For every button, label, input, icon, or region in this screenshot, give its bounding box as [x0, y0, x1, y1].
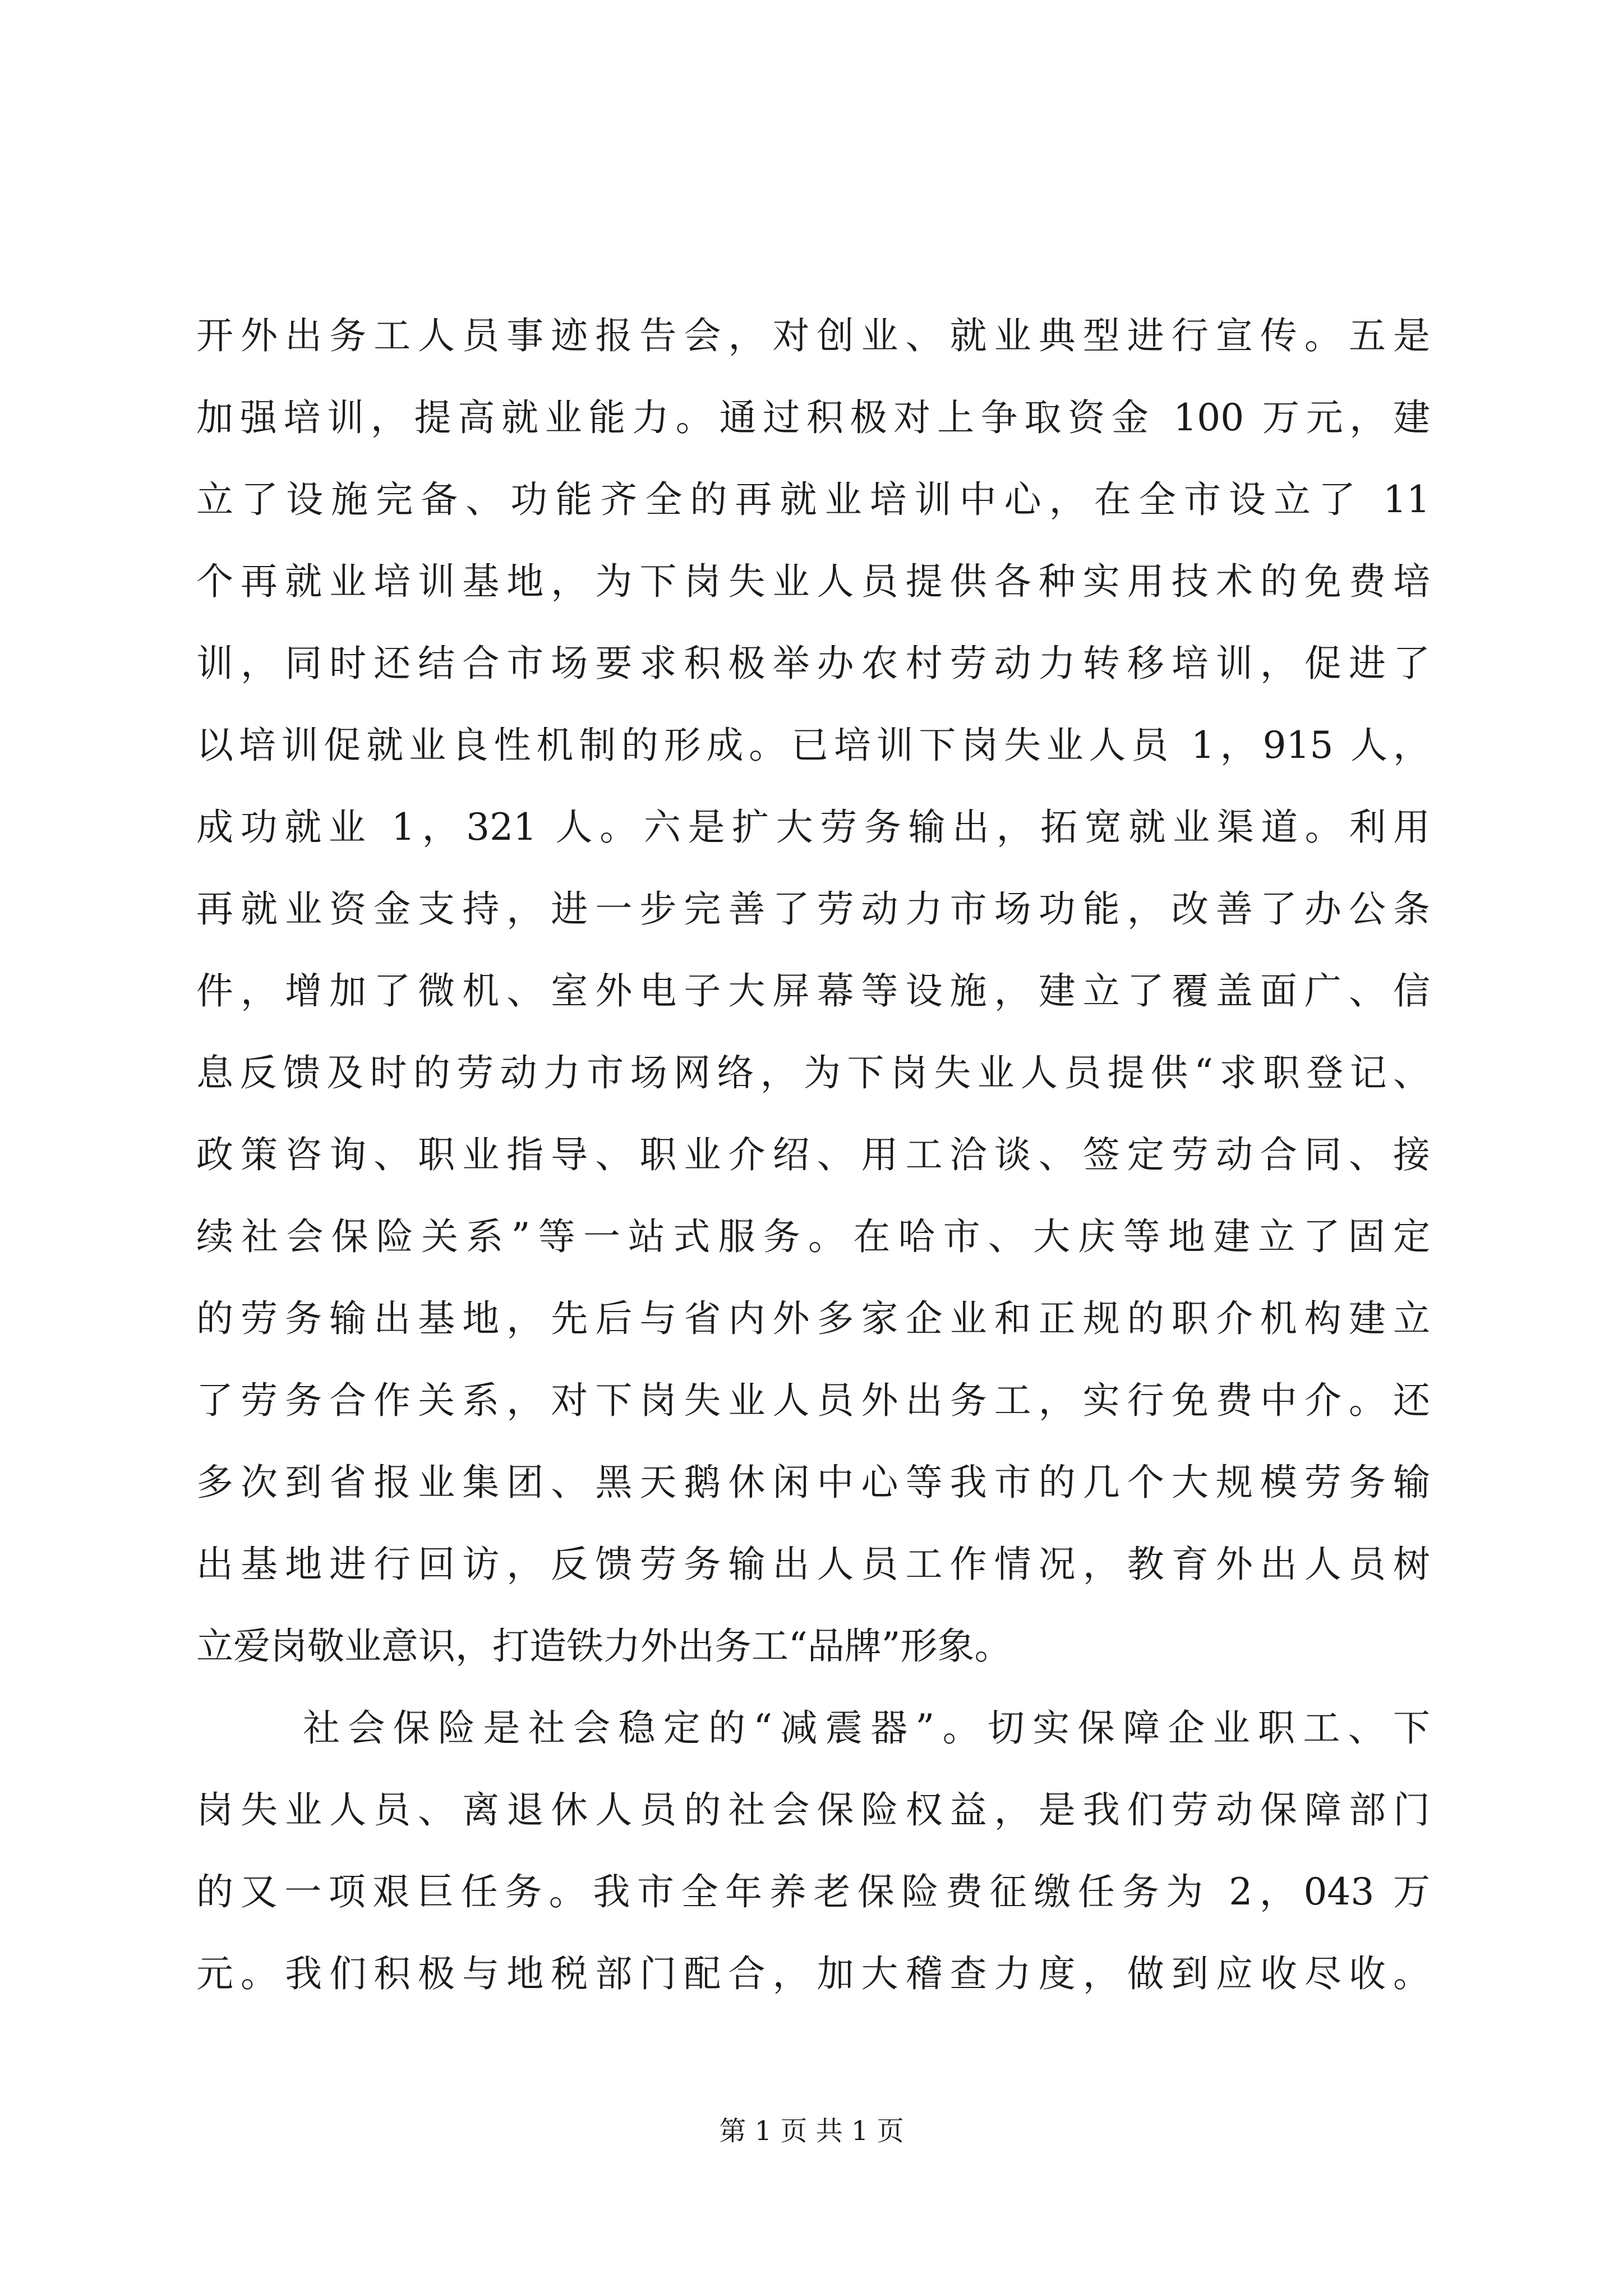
text-line: 元。我们积极与地税部门配合，加大稽查力度，做到应收尽收。: [196, 1952, 1430, 1995]
text-line: 再就业资金支持，进一步完善了劳动力市场功能，改善了办公条: [196, 887, 1430, 931]
text-line: 个再就业培训基地，为下岗失业人员提供各种实用技术的免费培: [196, 560, 1430, 603]
body-text: [196, 295, 1430, 2015]
paragraph-2: [196, 1687, 1430, 2015]
text-line: 多次到省报业集团、黑天鹅休闲中心等我市的几个大规模劳务输: [196, 1461, 1430, 1504]
text-line: 的劳务输出基地，先后与省内外多家企业和正规的职介机构建立: [196, 1297, 1430, 1340]
text-line: 出基地进行回访，反馈劳务输出人员工作情况，教育外出人员树: [196, 1543, 1430, 1586]
page-footer: [0, 2109, 1623, 2148]
text-line: 件，增加了微机、室外电子大屏幕等设施，建立了覆盖面广、信: [196, 969, 1430, 1013]
text-line: 立爱岗敬业意识，打造铁力外出务工“品牌”形象。: [196, 1625, 1012, 1668]
text-line: 续社会保险关系”等一站式服务。在哈市、大庆等地建立了固定: [196, 1215, 1430, 1258]
text-line: 成功就业 1，321 人。六是扩大劳务输出，拓宽就业渠道。利用: [196, 806, 1430, 849]
text-line: 的又一项艰巨任务。我市全年养老保险费征缴任务为 2，043 万: [196, 1870, 1430, 1913]
text-line: 训，同时还结合市场要求积极举办农村劳动力转移培训，促进了: [196, 642, 1430, 685]
text-line: 立了设施完备、功能齐全的再就业培训中心，在全市设立了 11: [196, 478, 1430, 521]
page-number-label: 第 1 页 共 1 页: [719, 2115, 904, 2147]
text-line: 以培训促就业良性机制的形成。已培训下岗失业人员 1，915 人，: [196, 724, 1430, 767]
text-line: 加强培训，提高就业能力。通过积极对上争取资金 100 万元，建: [196, 396, 1430, 439]
text-line: 岗失业人员、离退休人员的社会保险权益，是我们劳动保障部门: [196, 1788, 1430, 1832]
paragraph-1: [196, 295, 1430, 1687]
text-line: 息反馈及时的劳动力市场网络，为下岗失业人员提供“求职登记、: [196, 1051, 1430, 1094]
text-line: 了劳务合作关系，对下岗失业人员外出务工，实行免费中介。还: [196, 1379, 1430, 1422]
text-line: 开外出务工人员事迹报告会，对创业、就业典型进行宣传。五是: [196, 314, 1430, 357]
text-line: 社会保险是社会稳定的“减震器”。切实保障企业职工、下: [303, 1706, 1430, 1750]
text-line: 政策咨询、职业指导、职业介绍、用工洽谈、签定劳动合同、接: [196, 1133, 1430, 1176]
